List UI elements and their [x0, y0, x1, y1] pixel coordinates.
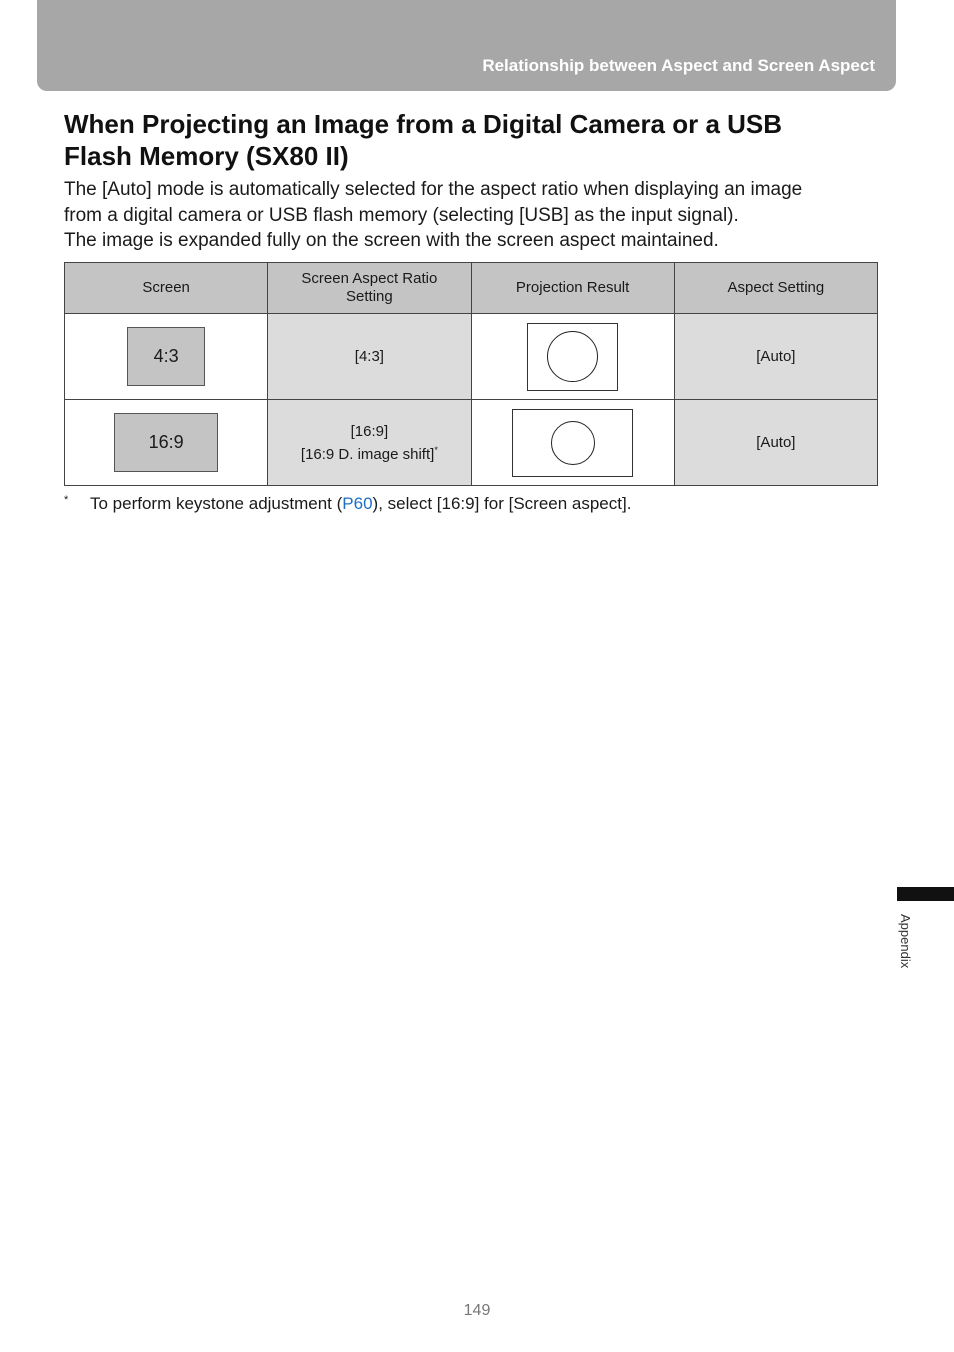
header-screen: Screen: [65, 263, 268, 314]
footnote-text-before: To perform keystone adjustment (: [90, 494, 343, 513]
aspect-setting-cell: [674, 314, 877, 400]
header-projection-result: Projection Result: [471, 263, 674, 314]
running-header-title: Relationship between Aspect and Screen Aspect: [482, 56, 875, 75]
footnote-text: [90, 492, 631, 516]
aspect-table: [64, 262, 878, 486]
ratio-cell: [268, 400, 471, 486]
projected-circle-icon: [551, 421, 595, 465]
section-title: [64, 108, 864, 172]
section-title-line-1: When Projecting an Image from a Digital Camera or a USB: [64, 109, 783, 139]
intro-line-3: The image is expanded fully on the screen with the screen aspect maintained.: [64, 230, 719, 251]
section-tab-label: Appendix: [898, 914, 913, 969]
projected-circle-icon: [547, 331, 598, 382]
table-row: [65, 314, 878, 400]
projection-result-cell: [471, 400, 674, 486]
projection-frame-4-3: [527, 323, 618, 391]
header-aspect-setting: Aspect Setting: [674, 263, 877, 314]
screen-4-3-illustration: 4:3: [127, 327, 205, 386]
header-ratio-line-1: Screen Aspect Ratio: [301, 270, 438, 287]
ratio-value: [16:9]: [350, 422, 389, 440]
header-screen-aspect-ratio-setting: [268, 263, 471, 314]
footnote-text-after: ), select [16:9] for [Screen aspect].: [372, 494, 632, 513]
intro-line-1: The [Auto] mode is automatically selected for the aspect ratio when displaying an image: [64, 179, 803, 200]
screen-16-9-illustration: 16:9: [114, 413, 218, 472]
screen-cell: [65, 314, 268, 400]
page-reference-link[interactable]: P60: [342, 494, 373, 513]
ratio-value: [4:3]: [354, 348, 384, 365]
ratio-cell: [268, 314, 471, 400]
table-header-row: [65, 263, 878, 314]
footnote-marker: *: [434, 444, 438, 455]
projection-result-cell: [471, 314, 674, 400]
section-tab-marker[interactable]: [897, 887, 954, 901]
header-band: [37, 0, 896, 91]
ratio-value-shift: [16:9 D. image shift]: [300, 445, 435, 463]
intro-line-2: from a digital camera or USB flash memory (selecting [USB] as the input signal).: [64, 204, 739, 226]
aspect-setting-value: [Auto]: [756, 434, 796, 451]
aspect-setting-cell: [674, 400, 877, 486]
table-row: [65, 400, 878, 486]
footnote-mark: *: [64, 494, 69, 506]
projection-frame-16-9: [512, 409, 633, 477]
page-number: 149: [463, 1302, 491, 1319]
screen-cell: [65, 400, 268, 486]
aspect-setting-value: [Auto]: [756, 348, 796, 365]
header-ratio-line-2: Setting: [346, 288, 393, 305]
intro-paragraph: [64, 177, 894, 254]
section-title-line-2: Flash Memory (SX80 II): [64, 141, 349, 171]
